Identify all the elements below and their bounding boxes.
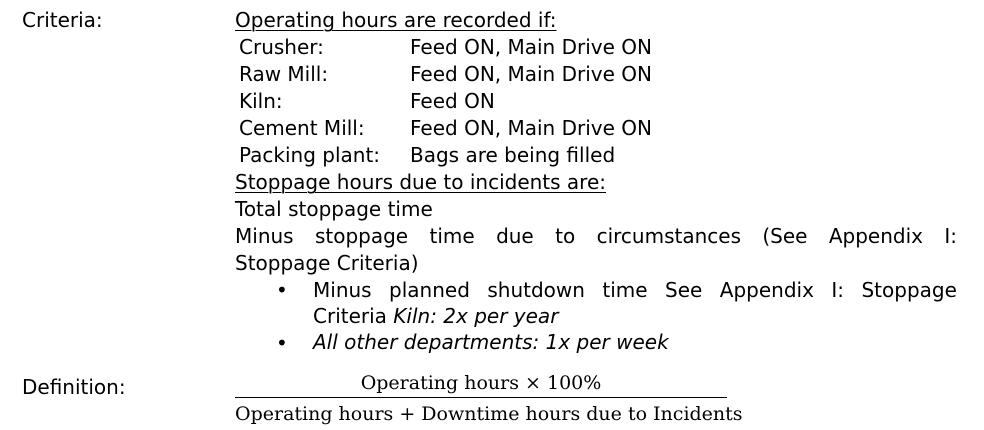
word: Appendix	[828, 224, 923, 248]
formula-numerator: Operating hours × 100%	[360, 372, 602, 394]
unit-condition: Feed ON, Main Drive ON	[410, 35, 652, 59]
bullet-icon: •	[276, 278, 288, 302]
word: to	[555, 224, 576, 248]
bullet-icon: •	[276, 331, 288, 355]
word: time	[602, 278, 648, 302]
operating-hours-heading: Operating hours are recorded if:	[235, 8, 557, 32]
unit-condition: Feed ON, Main Drive ON	[410, 116, 652, 140]
word: time	[429, 224, 475, 248]
unit-condition: Feed ON	[410, 89, 495, 113]
unit-name: Crusher:	[239, 35, 324, 59]
word: I:	[831, 278, 845, 302]
other-departments-frequency: All other departments: 1x per week	[313, 330, 669, 354]
unit-condition: Bags are being filled	[410, 143, 616, 167]
word: Minus	[313, 278, 372, 302]
word: planned	[389, 278, 470, 302]
bullet-item-continuation	[313, 303, 558, 329]
word: due	[496, 224, 534, 248]
minus-circumstances-line	[235, 223, 957, 249]
formula-denominator: Operating hours + Downtime hours due to Incidents	[235, 403, 743, 425]
bullet-item-line	[313, 277, 957, 303]
definition-label: Definition:	[22, 375, 126, 399]
word: stoppage	[314, 224, 409, 248]
fraction-bar	[235, 397, 727, 398]
minus-circumstances-continuation: Stoppage Criteria)	[235, 251, 419, 275]
stoppage-hours-heading: Stoppage hours due to incidents are:	[235, 170, 606, 194]
unit-name: Packing plant:	[239, 143, 381, 167]
word: circumstances	[596, 224, 741, 248]
word: shutdown	[487, 278, 585, 302]
criteria-label: Criteria:	[22, 8, 103, 32]
word: See	[665, 278, 703, 302]
unit-name: Raw Mill:	[239, 62, 329, 86]
unit-condition: Feed ON, Main Drive ON	[410, 62, 652, 86]
unit-name: Kiln:	[239, 89, 283, 113]
word: Appendix	[719, 278, 814, 302]
total-stoppage-text: Total stoppage time	[235, 197, 433, 221]
word: Stoppage	[861, 278, 957, 302]
word: I:	[944, 224, 957, 248]
word: Minus	[235, 224, 294, 248]
word: (See	[762, 224, 808, 248]
unit-name: Cement Mill:	[239, 116, 365, 140]
kiln-frequency: Kiln: 2x per year	[393, 304, 559, 328]
criteria-text: Criteria	[313, 304, 394, 328]
